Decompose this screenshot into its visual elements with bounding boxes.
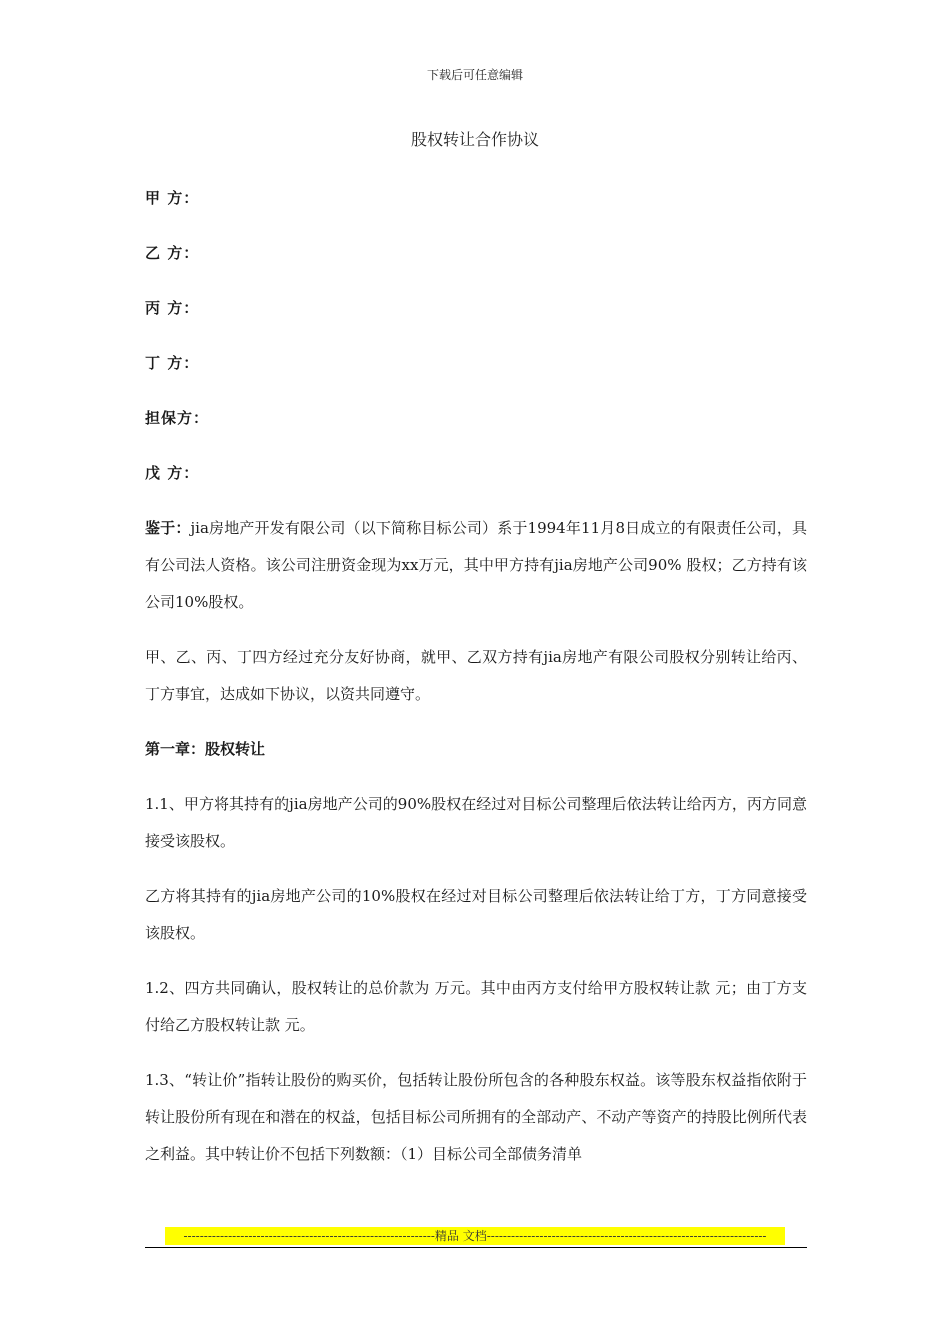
recital-text: jia房地产开发有限公司（以下简称目标公司）系于1994年11月8日成立的有限责任公司，具有公司法人资格。该公司注册资金现为xx万元，其中甲方持有jia房地产公司90% 股权；乙方持有该公司10%股权。 (145, 519, 807, 611)
clause-1-1: 1.1、甲方将其持有的jia房地产公司的90%股权在经过对目标公司整理后依法转让给丙方，丙方同意接受该股权。 (145, 795, 807, 850)
chapter-1-heading: 第一章：股权转让 (145, 740, 266, 758)
clause-1-2: 1.2、四方共同确认，股权转让的总价款为 万元。其中由丙方支付给甲方股权转让款 元；由丁方支付给乙方股权转让款 元。 (145, 979, 807, 1034)
clause-1-3: 1.3、“转让价”指转让股份的购买价，包括转让股份所包含的各种股东权益。该等股东权益指依附于转让股份所有现在和潜在的权益，包括目标公司所拥有的全部动产、不动产等资产的持股比例所代表之利益。其中转让价不包括下列数额：（1）目标公司全部债务清单 (145, 1071, 807, 1163)
footer-banner: --------------------------------------------------------------精品 文档--------------------------------------------------------------------- (165, 1227, 785, 1245)
party-guarantor: 担保方： (145, 409, 210, 427)
header-note: 下载后可任意编辑 (426, 68, 523, 82)
intro-paragraph: 甲、乙、丙、丁四方经过充分友好协商，就甲、乙双方持有jia房地产有限公司股权分别转让给丙、丁方事宜，达成如下协议，以资共同遵守。 (145, 648, 807, 703)
party-wu: 戊 方： (145, 464, 200, 482)
document-title: 股权转让合作协议 (410, 130, 539, 149)
party-yi: 乙 方： (145, 244, 200, 262)
party-bing: 丙 方： (145, 299, 200, 317)
party-ding: 丁 方： (145, 354, 200, 372)
clause-1-1-b: 乙方将其持有的jia房地产公司的10%股权在经过对目标公司整理后依法转让给丁方，丁方同意接受该股权。 (145, 887, 807, 942)
recital-label: 鉴于： (145, 519, 191, 537)
party-jia: 甲 方： (145, 189, 200, 207)
recital-paragraph (145, 510, 807, 621)
document-body (145, 180, 807, 1191)
footer-divider (145, 1247, 807, 1248)
